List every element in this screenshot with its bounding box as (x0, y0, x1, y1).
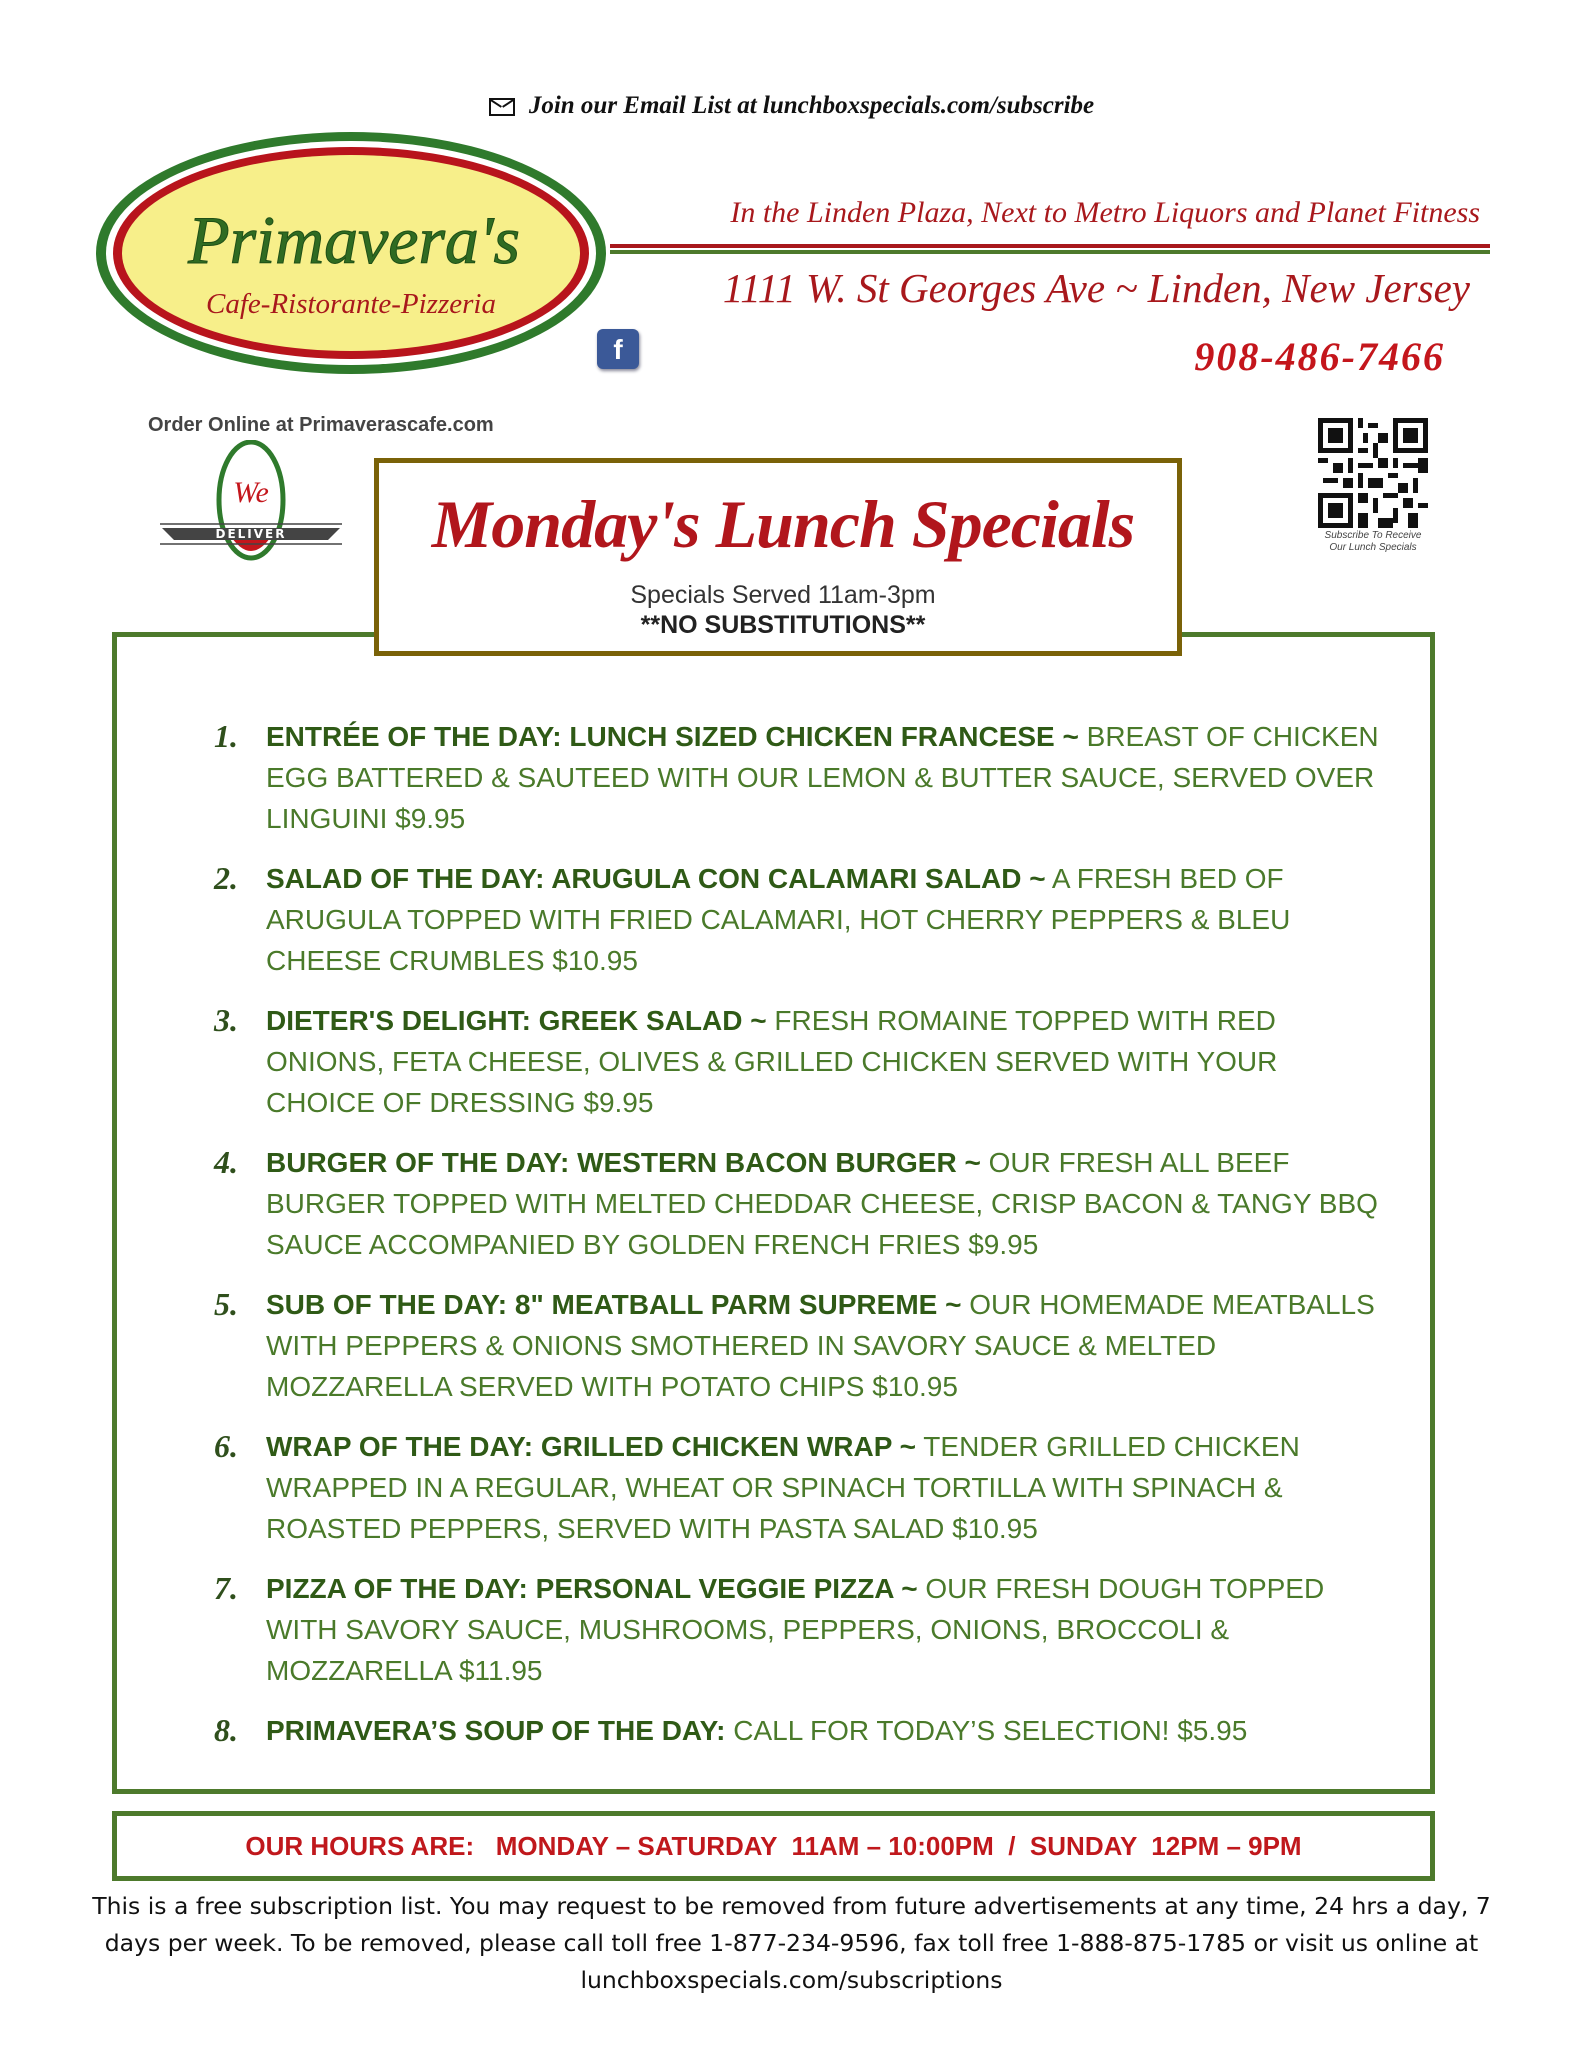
menu-item-number: 3. (214, 1002, 238, 1038)
menu-item-description: OUR HOMEMADE MEATBALLS WITH PEPPERS & ONIONS SMOTHERED IN SAVORY SAUCE & MELTED MOZZARELLA SERVED WITH POTATO CHIPS $10.95 (266, 1289, 1375, 1402)
menu-item-name: SALAD OF THE DAY: ARUGULA CON CALAMARI SALAD ~ (266, 863, 1046, 894)
menu-item-number: 6. (214, 1428, 238, 1464)
menu-item (210, 1142, 1380, 1265)
menu-item (210, 1284, 1380, 1407)
menu-item-number: 2. (214, 860, 238, 896)
menu-item-name: SUB OF THE DAY: 8" MEATBALL PARM SUPREME ~ (266, 1289, 962, 1320)
menu-item-description: OUR FRESH DOUGH TOPPED WITH SAVORY SAUCE, MUSHROOMS, PEPPERS, ONIONS, BROCCOLI & MOZZARELLA $11.95 (266, 1573, 1325, 1686)
menu-item (210, 1000, 1380, 1123)
menu-item-number: 1. (214, 718, 238, 754)
menu-item-number: 5. (214, 1286, 238, 1322)
menu-item-name: WRAP OF THE DAY: GRILLED CHICKEN WRAP ~ (266, 1431, 917, 1462)
email-list-line (0, 92, 1583, 120)
menu-item-number: 8. (214, 1712, 238, 1748)
facebook-icon[interactable]: f (597, 329, 639, 369)
menu-item (210, 1568, 1380, 1691)
envelope-icon (489, 98, 515, 116)
menu-item (210, 716, 1380, 839)
menu-item-name: DIETER'S DELIGHT: GREEK SALAD ~ (266, 1005, 767, 1036)
we-deliver-badge (160, 440, 342, 570)
order-online-text[interactable]: Order Online at Primaverascafe.com (148, 414, 494, 436)
page-title: Monday's Lunch Specials (431, 486, 1135, 562)
email-list-text: Join our Email List at lunchboxspecials.com/subscribe (528, 92, 1095, 119)
logo-name: Primavera's (188, 202, 520, 278)
menu-item-number: 7. (214, 1570, 238, 1606)
hours-text: OUR HOURS ARE: MONDAY – SATURDAY 11AM – 10:00PM / SUNDAY 12PM – 9PM (245, 1831, 1302, 1861)
menu-item (210, 858, 1380, 981)
title-box (374, 458, 1182, 656)
served-hours: Specials Served 11am-3pm (630, 581, 936, 609)
menu-item-description: FRESH ROMAINE TOPPED WITH RED ONIONS, FETA CHEESE, OLIVES & GRILLED CHICKEN SERVED WITH YOUR CHOICE OF DRESSING $9.95 (266, 1005, 1278, 1118)
badge-deliver-text: DELIVER (215, 527, 287, 541)
menu-item-number: 4. (214, 1144, 238, 1180)
header-rule-green (610, 250, 1490, 254)
menu-list (210, 716, 1380, 1770)
menu-item-description: TENDER GRILLED CHICKEN WRAPPED IN A REGULAR, WHEAT OR SPINACH TORTILLA WITH SPINACH & ROASTED PEPPERS, SERVED WITH PASTA SALAD $10.95 (266, 1431, 1300, 1544)
menu-item-description: A FRESH BED OF ARUGULA TOPPED WITH FRIED CALAMARI, HOT CHERRY PEPPERS & BLEU CHEESE CRUMBLES $10.95 (266, 863, 1291, 976)
menu-item-name: PRIMAVERA’S SOUP OF THE DAY: (266, 1715, 726, 1746)
qr-caption (1300, 530, 1446, 554)
menu-item-description: BREAST OF CHICKEN EGG BATTERED & SAUTEED WITH OUR LEMON & BUTTER SAUCE, SERVED OVER LINGUINI $9.95 (266, 721, 1379, 834)
qr-caption-line2: Our Lunch Specials (1329, 542, 1417, 553)
hours-box (112, 1811, 1435, 1881)
header-rule-red (610, 244, 1490, 248)
logo-subtitle: Cafe-Ristorante-Pizzeria (206, 288, 496, 320)
menu-item-description: OUR FRESH ALL BEEF BURGER TOPPED WITH MELTED CHEDDAR CHEESE, CRISP BACON & TANGY BBQ SAUCE ACCOMPANIED BY GOLDEN FRENCH FRIES $9.95 (266, 1147, 1378, 1260)
menu-item (210, 1710, 1380, 1751)
address-tagline: In the Linden Plaza, Next to Metro Liquors and Planet Fitness (730, 196, 1480, 229)
badge-we-text: We (233, 476, 269, 509)
menu-item-name: BURGER OF THE DAY: WESTERN BACON BURGER ~ (266, 1147, 981, 1178)
menu-item (210, 1426, 1380, 1549)
street-address: 1111 W. St Georges Ave ~ Linden, New Jersey (722, 265, 1470, 311)
phone-number[interactable]: 908-486-7466 (1194, 334, 1445, 379)
qr-code-icon[interactable] (1318, 418, 1428, 528)
qr-caption-line1: Subscribe To Receive (1324, 530, 1422, 541)
primavera-logo (92, 128, 610, 378)
no-substitutions-note: **NO SUBSTITUTIONS** (640, 611, 926, 639)
menu-item-name: PIZZA OF THE DAY: PERSONAL VEGGIE PIZZA ~ (266, 1573, 918, 1604)
disclaimer-text: This is a free subscription list. You may request to be removed from future advertisements at any time, 24 hrs a day, 7 days per week. To be removed, please call toll free 1-877-234-9596, fax toll free 1-888-875-1785 or visit us online at lunchboxspecials.com/subscriptions (92, 1892, 1491, 1994)
menu-item-name: ENTRÉE OF THE DAY: LUNCH SIZED CHICKEN FRANCESE ~ (266, 721, 1079, 752)
menu-item-description: CALL FOR TODAY’S SELECTION! $5.95 (733, 1715, 1248, 1746)
